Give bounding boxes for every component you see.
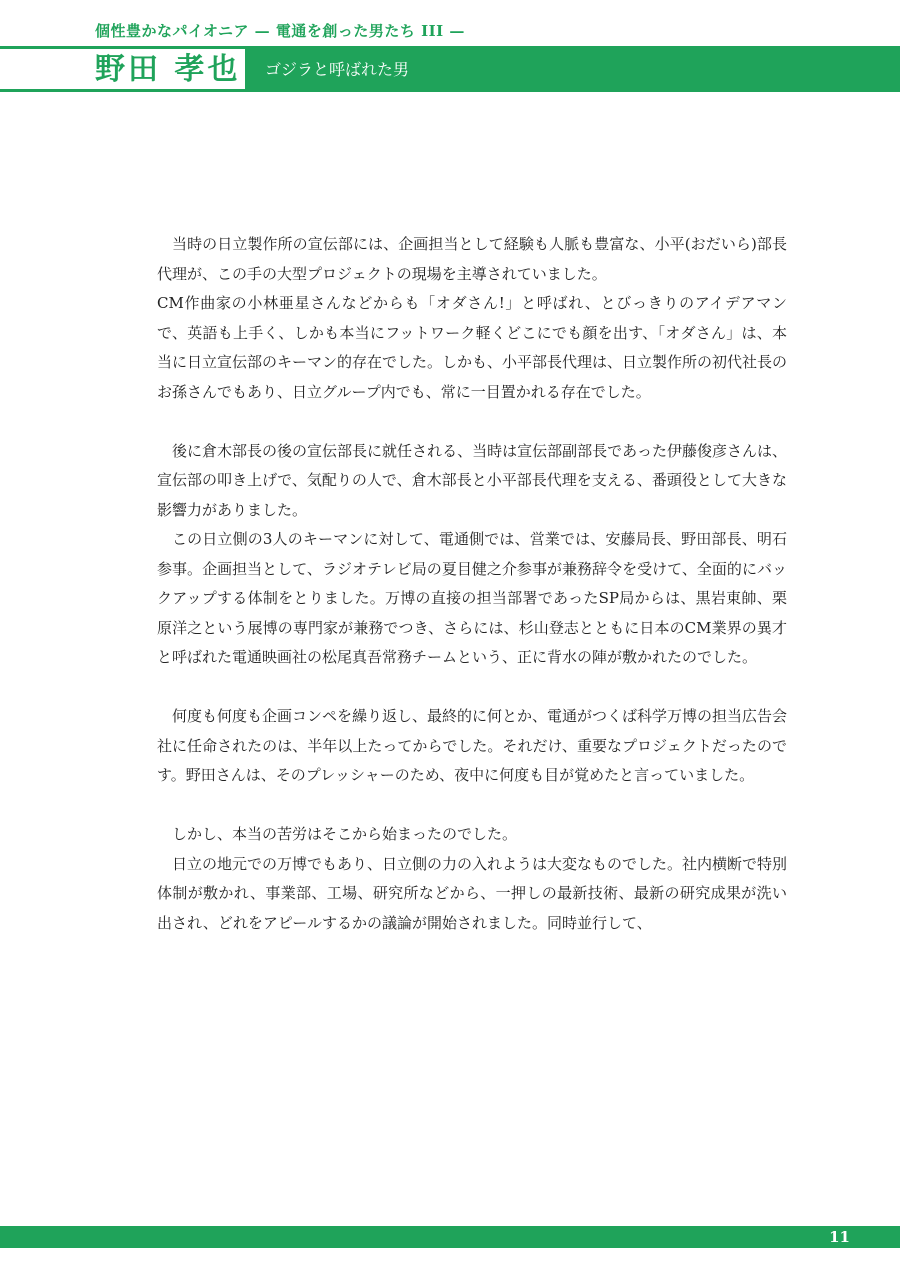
paragraph-7: 日立の地元での万博でもあり、日立側の力の入れようは大変なものでした。社内横断で特別体制が敷かれ、事業部、工場、研究所などから、一押しの最新技術、最新の研究成果が洗い出され、どれをアピールするかの議論が開始されました。同時並行して、 bbox=[157, 854, 788, 932]
paragraph-5: 何度も何度も企画コンペを繰り返し、最終的に何とか、電通がつくば科学万博の担当広告会社に任命されたのは、半年以上たってからでした。それだけ、重要なプロジェクトだったのです。野田さんは、そのプレッシャーのため、夜中に何度も目が覚めたと言っていました。 bbox=[157, 707, 788, 784]
footer-band bbox=[0, 1226, 900, 1248]
chapter-subtitle: ゴジラと呼ばれた男 bbox=[265, 60, 410, 79]
paragraph-4: この日立側の3人のキーマンに対して、電通側では、営業では、安藤局長、野田部長、明石参事。企画担当として、ラジオテレビ局の夏目健之介参事が兼務辞令を受けて、全面的にバックアップする体制をとりました。万博の直接の担当部署であったSP局からは、黒岩東帥、栗原洋之という展博の専門家が兼務でつき、さらには、杉山登志とともに日本のCM業界の異才と呼ばれた電通映画社の松尾真吾常務チームという、正に背水の陣が敷かれたのでした。 bbox=[157, 530, 787, 666]
paragraph-6: しかし、本当の苦労はそこから始まったのでした。 bbox=[172, 825, 518, 843]
paragraph-1: 当時の日立製作所の宣伝部には、企画担当として経験も人脈も豊富な、小平(おだいら)部長代理が、この手の大型プロジェクトの現場を主導されていました。 bbox=[157, 235, 787, 283]
body-text bbox=[157, 230, 787, 938]
series-title: 個性豊かなパイオニア — 電通を創った男たち III — bbox=[95, 22, 465, 40]
paragraph-2: CM作曲家の小林亜星さんなどからも「オダさん!」と呼ばれ、とびっきりのアイデアマンで、英語も上手く、しかも本当にフットワーク軽くどこにでも顔を出す、「オダさん」は、本当に日立宣伝部のキーマン的存在でした。しかも、小平部長代理は、日立製作所の初代社長のお孫さんでもあり、日立グループ内でも、常に一目置かれる存在でした。 bbox=[157, 294, 788, 401]
person-name: 野田 孝也 bbox=[95, 52, 241, 87]
page-number: 11 bbox=[829, 1228, 850, 1246]
paragraph-3: 後に倉木部長の後の宣伝部長に就任される、当時は宣伝部副部長であった伊藤俊彦さんは、宣伝部の叩き上げで、気配りの人で、倉木部長と小平部長代理を支える、番頭役として大きな影響力がありました。 bbox=[157, 441, 787, 519]
